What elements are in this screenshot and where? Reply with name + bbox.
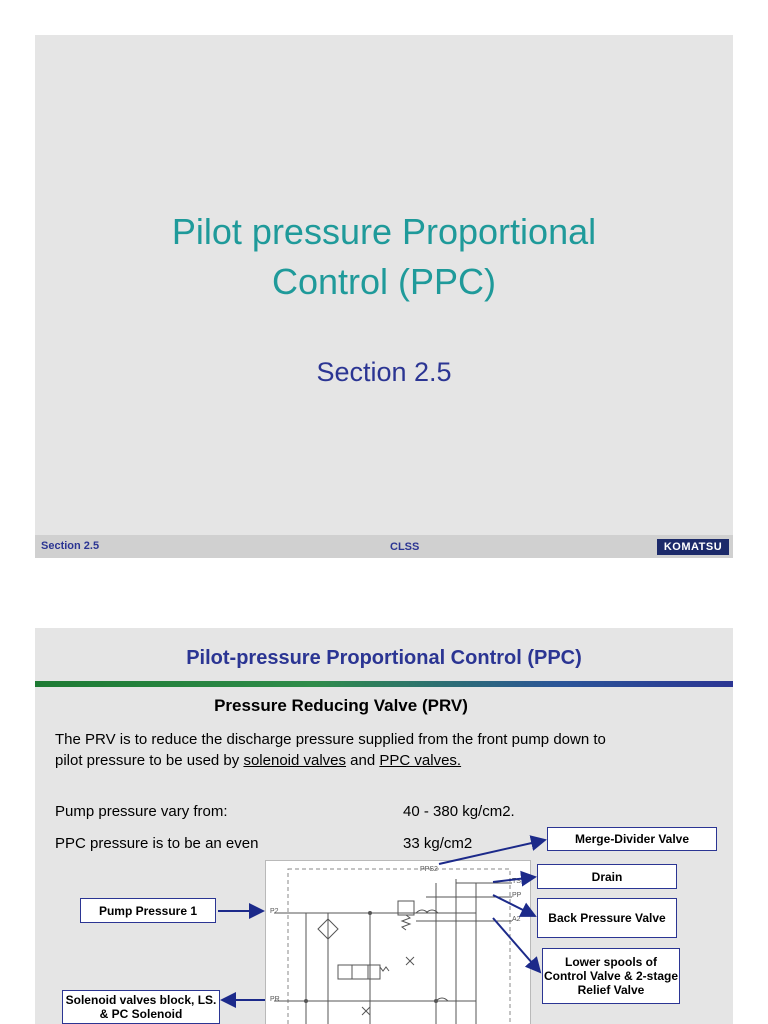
port-label-pps2: PPS2	[420, 866, 438, 873]
callout-back-pressure-valve: Back Pressure Valve	[537, 898, 677, 938]
slide-title-line-2: Control (PPC)	[271, 261, 497, 302]
port-label-pp: PP	[512, 892, 522, 899]
callout-merge-divider-valve: Merge-Divider Valve	[547, 827, 717, 851]
port-label-ts: TS	[512, 878, 521, 885]
slide-title: Pilot-pressure Proportional Control (PPC)	[186, 647, 582, 669]
port-label-a2: A2	[512, 916, 521, 923]
pump-pressure-label: Pump pressure vary from:	[55, 803, 228, 820]
title-divider	[35, 681, 733, 687]
section-heading: Pressure Reducing Valve (PRV)	[214, 696, 468, 715]
title-slide	[35, 35, 733, 558]
ppc-pressure-value: 33 kg/cm2	[403, 835, 473, 852]
hydraulic-schematic	[265, 860, 531, 1024]
callout-pump-pressure-1: Pump Pressure 1	[80, 898, 216, 923]
port-label-pr: PR	[270, 996, 280, 1003]
paragraph-text: and	[346, 752, 380, 769]
footer-section: Section 2.5	[41, 540, 100, 552]
footer-topic: CLSS	[390, 541, 420, 553]
slide-title-line-1: Pilot pressure Proportional	[171, 211, 597, 252]
callout-lower-spools: Lower spools of Control Valve & 2-stage Relief Valve	[542, 948, 680, 1004]
port-label-p2: P2	[270, 908, 279, 915]
schematic-drawing	[266, 861, 532, 1024]
paragraph-text: The PRV is to reduce the discharge pressure supplied from the front pump down to pilot pressure to be used by	[55, 731, 606, 769]
callout-solenoid-valves-block: Solenoid valves block, LS. & PC Solenoid	[62, 990, 220, 1024]
content-slide	[35, 628, 733, 1024]
ppc-pressure-label: PPC pressure is to be an even	[55, 835, 259, 852]
slide-subtitle: Section 2.5	[316, 357, 452, 387]
slide-footer	[35, 535, 733, 558]
komatsu-logo: KOMATSU	[657, 539, 729, 555]
pump-pressure-value: 40 - 380 kg/cm2.	[403, 803, 515, 820]
solenoid-valves-link: solenoid valves	[243, 752, 347, 769]
ppc-valves-link: PPC valves.	[379, 752, 462, 769]
callout-drain: Drain	[537, 864, 677, 889]
description-paragraph	[55, 729, 635, 771]
slide-title	[35, 207, 733, 307]
